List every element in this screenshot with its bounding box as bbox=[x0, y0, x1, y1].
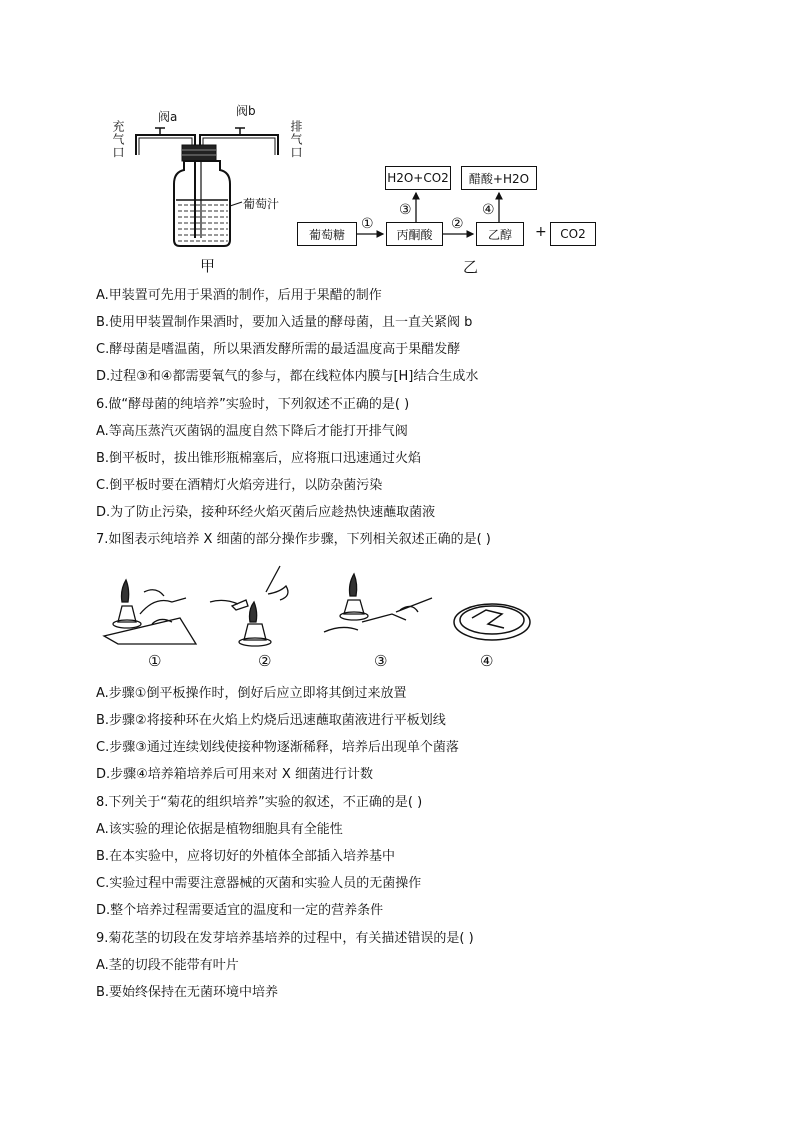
valve-b-label: 阀b bbox=[236, 104, 256, 118]
q6-option-c: C.倒平板时要在酒精灯火焰旁进行，以防杂菌污染 bbox=[96, 478, 383, 493]
q5-option-c: C.酵母菌是嗜温菌，所以果酒发酵所需的最适温度高于果醋发酵 bbox=[96, 342, 461, 357]
step-1-marker: ① bbox=[361, 216, 374, 232]
step-3-marker: ③ bbox=[399, 202, 412, 218]
step-4-marker: ④ bbox=[482, 202, 495, 218]
q7-stem: 7.如图表示纯培养 X 细菌的部分操作步骤，下列相关叙述正确的是( ) bbox=[96, 532, 491, 547]
plating-steps-figure bbox=[100, 562, 540, 674]
box-acetic-acid: 醋酸+H2O bbox=[461, 166, 537, 190]
outlet-label: 排气口 bbox=[289, 120, 303, 159]
q5-option-a: A.甲装置可先用于果酒的制作，后用于果醋的制作 bbox=[96, 288, 382, 303]
q5-option-b: B.使用甲装置制作果酒时，要加入适量的酵母菌，且一直关紧阀 b bbox=[96, 315, 473, 330]
q7-option-c: C.步骤③通过连续划线使接种物逐渐稀释，培养后出现单个菌落 bbox=[96, 740, 459, 755]
figure-yi-caption: 乙 bbox=[463, 258, 479, 276]
q8-option-c: C.实验过程中需要注意器械的灭菌和实验人员的无菌操作 bbox=[96, 876, 422, 891]
q6-option-b: B.倒平板时，拔出锥形瓶棉塞后，应将瓶口迅速通过火焰 bbox=[96, 451, 422, 466]
box-pyruvate: 丙酮酸 bbox=[386, 222, 443, 246]
juice-label: 葡萄汁 bbox=[243, 197, 280, 211]
q9-option-b: B.要始终保持在无菌环境中培养 bbox=[96, 985, 279, 1000]
q6-option-a: A.等高压蒸汽灭菌锅的温度自然下降后才能打开排气阀 bbox=[96, 424, 408, 439]
box-ethanol: 乙醇 bbox=[476, 222, 524, 246]
box-co2: CO2 bbox=[550, 222, 596, 246]
q9-option-a: A.茎的切段不能带有叶片 bbox=[96, 958, 239, 973]
plating-step-4-label: ④ bbox=[480, 652, 494, 670]
plating-step-1-label: ① bbox=[148, 652, 162, 670]
figure-yi bbox=[295, 160, 605, 280]
q8-option-a: A.该实验的理论依据是植物细胞具有全能性 bbox=[96, 822, 343, 837]
q6-option-d: D.为了防止污染，接种环经火焰灭菌后应趁热快速蘸取菌液 bbox=[96, 505, 436, 520]
q5-option-d: D.过程③和④都需要氧气的参与，都在线粒体内膜与[H]结合生成水 bbox=[96, 369, 479, 384]
figure-jia-caption: 甲 bbox=[200, 257, 216, 275]
q6-stem: 6.做“酵母菌的纯培养”实验时，下列叙述不正确的是( ) bbox=[96, 397, 410, 412]
q7-option-b: B.步骤②将接种环在火焰上灼烧后迅速蘸取菌液进行平板划线 bbox=[96, 713, 446, 728]
plating-step-2-label: ② bbox=[258, 652, 272, 670]
plus-sign: + bbox=[535, 224, 547, 240]
box-h2o-co2: H2O+CO2 bbox=[385, 166, 451, 190]
box-glucose: 葡萄糖 bbox=[297, 222, 357, 246]
plating-step-3-label: ③ bbox=[374, 652, 388, 670]
q9-stem: 9.菊花茎的切段在发芽培养基培养的过程中，有关描述错误的是( ) bbox=[96, 931, 474, 946]
q8-stem: 8.下列关于“菊花的组织培养”实验的叙述，不正确的是( ) bbox=[96, 795, 423, 810]
inlet-label: 充气口 bbox=[111, 120, 125, 159]
valve-a-label: 阀a bbox=[158, 110, 178, 124]
q7-option-d: D.步骤④培养箱培养后可用来对 X 细菌进行计数 bbox=[96, 767, 373, 782]
plating-steps-drawing bbox=[100, 562, 540, 650]
q8-option-d: D.整个培养过程需要适宜的温度和一定的营养条件 bbox=[96, 903, 384, 918]
q8-option-b: B.在本实验中，应将切好的外植体全部插入培养基中 bbox=[96, 849, 396, 864]
step-2-marker: ② bbox=[451, 216, 464, 232]
q7-option-a: A.步骤①倒平板操作时，倒好后应立即将其倒过来放置 bbox=[96, 686, 407, 701]
